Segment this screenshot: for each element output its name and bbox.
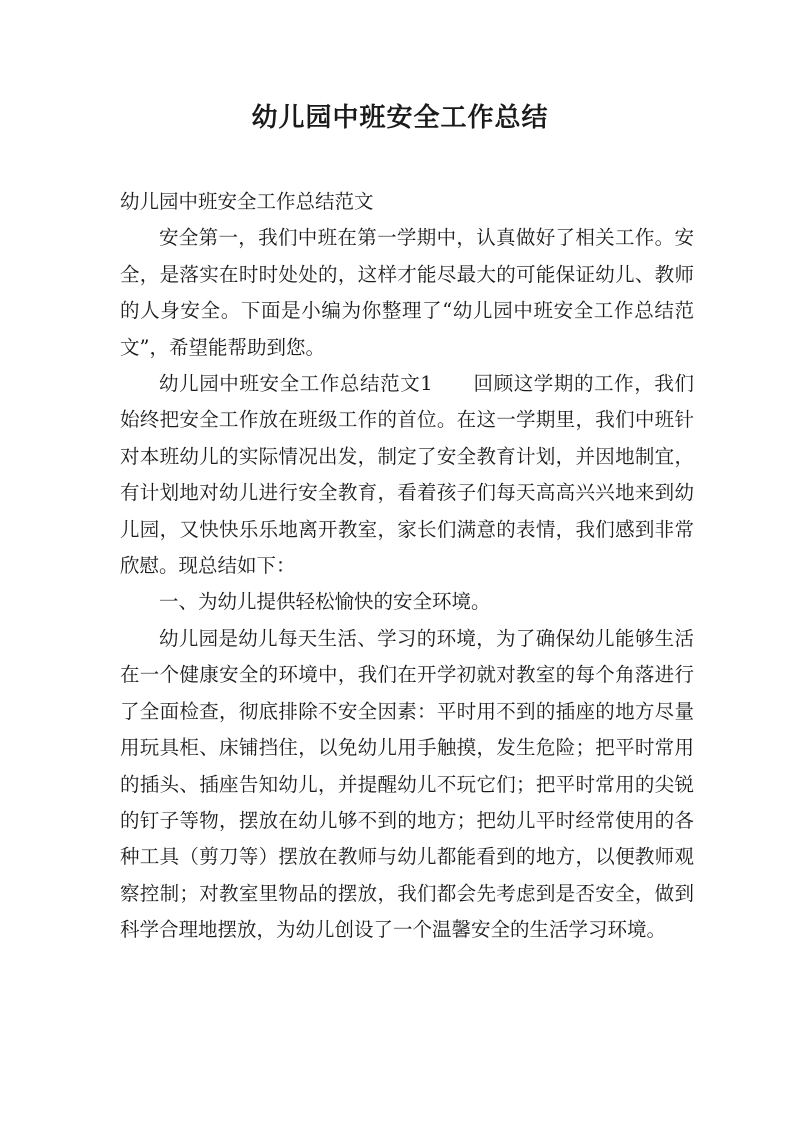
section-heading: 一、为幼儿提供轻松愉快的安全环境。 <box>159 590 491 614</box>
document-body <box>120 184 694 949</box>
paragraph-environment: 幼儿园是幼儿每天生活、学习的环境，为了确保幼儿能够生活在一个健康安全的环境中，我们在开学初就对教室的每个角落进行了全面检查，彻底排除不安全因素：平时用不到的插座的地方尽量用玩具柜、床铺挡住，以免幼儿用手触摸，发生危险；把平时常用的插头、插座告知幼儿，并提醒幼儿不玩它们；把平时常用的尖锐的钉子等物，摆放在幼儿够不到的地方；把幼儿平时经常使用的各种工具（剪刀等）摆放在教师与幼儿都能看到的地方，以便教师观察控制；对教室里物品的摆放，我们都会先考虑到是否安全，做到科学合理地摆放，为幼儿创设了一个温馨安全的生活学习环境。 <box>120 626 694 942</box>
paragraph-intro: 安全第一，我们中班在第一学期中，认真做好了相关工作。安全，是落实在时时处处的，这样才能尽最大的可能保证幼儿、教师的人身安全。下面是小编为你整理了“幼儿园中班安全工作总结范文”，希望能帮助到您。 <box>120 226 694 359</box>
page-title: 幼儿园中班安全工作总结 <box>251 103 549 133</box>
paragraph-review: 幼儿园中班安全工作总结范文1 回顾这学期的工作，我们始终把安全工作放在班级工作的首位。在这一学期里，我们中班针对本班幼儿的实际情况出发，制定了安全教育计划，并因地制宜，有计划地对幼儿进行安全教育，看着孩子们每天高高兴兴地来到幼儿园，又快快乐乐地离开教室，家长们满意的表情，我们感到非常欣慰。现总结如下： <box>120 372 694 578</box>
paragraph-subtitle: 幼儿园中班安全工作总结范文 <box>120 190 374 213</box>
